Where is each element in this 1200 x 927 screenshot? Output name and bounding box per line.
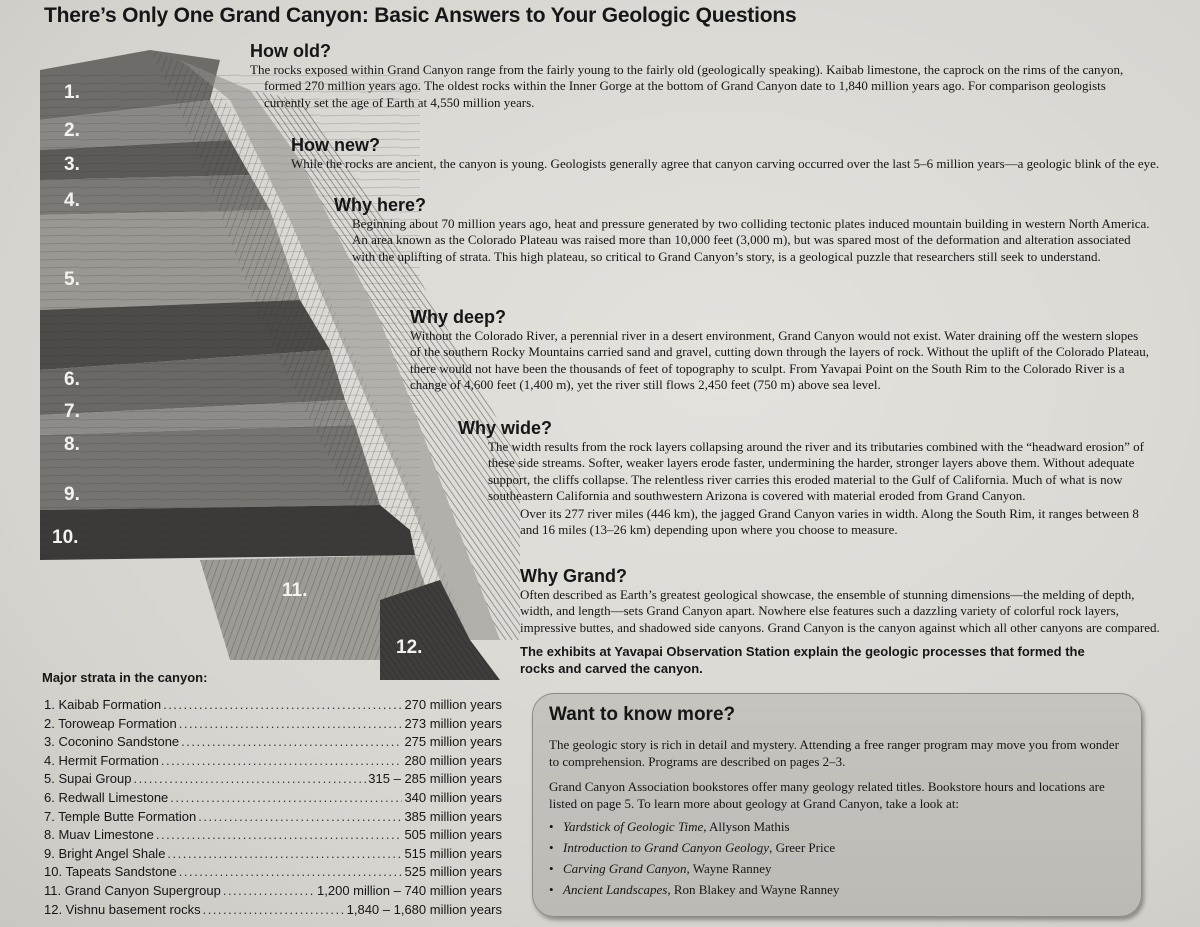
strata-row bbox=[44, 716, 502, 735]
stratum-label-10: 10. bbox=[52, 527, 79, 548]
section-how-new bbox=[291, 135, 1161, 172]
section-body-2: Over its 277 river miles (446 km), the jagged Grand Canyon varies in width. Along the South Rim, it ranges between 8 and 16 miles (13–26 km) depending upon where you choose to measure. bbox=[520, 505, 1139, 538]
section-body: Beginning about 70 million years ago, heat and pressure generated by two colliding tectonic plates induced mountain building in western North America. An area known as the Colorado Plateau was raised more than 10,000 feet (3,000 m), but was spared most of the deformation and alteration associated with the uplifting of strata. This high plateau, so critical to Grand Canyon’s story, is a geological puzzle that researchers still seek to understand. bbox=[352, 216, 1150, 264]
stratum-label-7: 7. bbox=[64, 401, 80, 422]
dot-leader bbox=[163, 697, 402, 712]
dot-leader bbox=[156, 827, 403, 842]
stratum-name: 11. Grand Canyon Supergroup bbox=[44, 882, 221, 898]
stratum-age: 270 million years bbox=[404, 697, 502, 712]
bullet-icon: • bbox=[549, 882, 554, 897]
dot-leader bbox=[133, 771, 366, 786]
stratum-age: 280 million years bbox=[404, 752, 502, 768]
book-item bbox=[549, 816, 839, 837]
book-title: Introduction to Grand Canyon Geology bbox=[563, 840, 770, 855]
stratum-age: 1,840 – 1,680 million years bbox=[346, 901, 502, 917]
stratum-age: 340 million years bbox=[404, 789, 502, 805]
strata-row bbox=[44, 809, 502, 828]
section-body: Without the Colorado River, a perennial river in a desert environment, Grand Canyon would not exist. Water draining off the western slopes of the southern Rocky Mountains carried sand and gravel, cutting down through the layers of rock. Without the uplift of the Colorado Plateau, there would not have been the thousands of feet of topography to sculpt. From Yavapai Point on the South Rim to the Colorado River is a change of 4,600 feet (1,400 m), yet the river still flows 2,450 feet (750 m) above sea level. bbox=[410, 328, 1149, 393]
stratum-age: 1,200 million – 740 million years bbox=[317, 882, 502, 898]
strata-row bbox=[44, 771, 502, 790]
box-paragraph-ranger: The geologic story is rich in detail and mystery. Attending a free ranger program may move you from wonder to comprehension. Programs are described on pages 2–3. bbox=[549, 737, 1119, 769]
dot-leader bbox=[223, 883, 315, 898]
stratum-label-11: 11. bbox=[282, 580, 308, 601]
book-author: , Greer Price bbox=[769, 840, 836, 855]
book-author: , Allyson Mathis bbox=[703, 819, 790, 834]
section-body: The rocks exposed within Grand Canyon range from the fairly young to the fairly old (geologically speaking). Kaibab limestone, the caprock on the rims of the canyon, formed 270 million years ago. The oldest rocks within the Inner Gorge at the bottom of Grand Canyon date to 1,840 million years ago. For comparison geologists currently set the age of Earth at 4,550 million years. bbox=[250, 62, 1124, 110]
stratum-age: 505 million years bbox=[404, 827, 502, 843]
book-author: , Ron Blakey and Wayne Ranney bbox=[667, 882, 840, 897]
strata-row bbox=[44, 883, 502, 902]
stratum-label-3: 3. bbox=[64, 154, 80, 175]
stratum-label-12: 12. bbox=[396, 637, 423, 658]
section-body: The width results from the rock layers collapsing around the river and its tributaries combined with the “headward erosion” of these side streams. Softer, weaker layers erode faster, undermining the harder, stronger layers above them. Without adequate support, the cliffs collapse. The relentless river carries this eroded material to the Gulf of California. Much of what is now southeastern California and southwestern Arizona is covered with material eroded from Grand Canyon. bbox=[488, 439, 1144, 504]
stratum-label-6: 6. bbox=[64, 369, 80, 390]
strata-row bbox=[44, 790, 502, 809]
stratum-age: 385 million years bbox=[404, 808, 502, 824]
strata-list-title: Major strata in the canyon: bbox=[42, 670, 208, 685]
book-list bbox=[549, 816, 839, 900]
book-title: Ancient Landscapes bbox=[563, 882, 668, 897]
stratum-name: 7. Temple Butte Formation bbox=[44, 808, 197, 824]
section-body: While the rocks are ancient, the canyon is young. Geologists generally agree that canyon carving occurred over the last 5–6 million years—a geologic blink of the eye. bbox=[291, 156, 1160, 171]
stratum-label-4: 4. bbox=[64, 190, 80, 211]
strata-list bbox=[44, 697, 502, 920]
section-heading: Why Grand? bbox=[520, 566, 627, 586]
stratum-name: 5. Supai Group bbox=[44, 771, 132, 787]
strata-row bbox=[44, 902, 502, 921]
page-title: There’s Only One Grand Canyon: Basic Answers to Your Geologic Questions bbox=[44, 4, 797, 27]
strata-row bbox=[44, 864, 502, 883]
book-item bbox=[549, 858, 839, 879]
strata-row bbox=[44, 753, 502, 772]
stratum-name: 4. Hermit Formation bbox=[44, 752, 159, 768]
book-item bbox=[549, 879, 839, 900]
stratum-name: 6. Redwall Limestone bbox=[44, 789, 169, 805]
stratum-label-9: 9. bbox=[64, 484, 80, 505]
stratum-age: 315 – 285 million years bbox=[368, 771, 502, 787]
section-body: Often described as Earth’s greatest geological showcase, the ensemble of stunning dimensions—the melding of depth, width, and length—sets Grand Canyon apart. Nowhere else features such a dazzling variety of colorful rock layers, impressive buttes, and shadowed side canyons. Grand Canyon is the canyon against which all other canyons are compared. bbox=[520, 587, 1160, 635]
bullet-icon: • bbox=[549, 819, 554, 834]
closing-statement: The exhibits at Yavapai Observation Station explain the geologic processes that formed the rocks and carved the canyon. bbox=[520, 644, 1085, 676]
strata-row bbox=[44, 827, 502, 846]
dot-leader bbox=[161, 753, 403, 768]
stratum-label-1: 1. bbox=[64, 82, 80, 103]
section-why-deep bbox=[410, 307, 1150, 394]
dot-leader bbox=[181, 734, 402, 749]
stratum-age: 525 million years bbox=[404, 864, 502, 880]
dot-leader bbox=[179, 716, 403, 731]
dot-leader bbox=[203, 902, 345, 917]
want-to-know-more-box bbox=[532, 693, 1142, 917]
stratum-name: 1. Kaibab Formation bbox=[44, 697, 162, 712]
strata-row bbox=[44, 846, 502, 865]
book-item bbox=[549, 837, 839, 858]
stratum-label-5: 5. bbox=[64, 269, 80, 290]
section-heading: How new? bbox=[291, 135, 380, 155]
stratum-name: 8. Muav Limestone bbox=[44, 827, 154, 843]
strata-row bbox=[44, 697, 502, 716]
box-heading: Want to know more? bbox=[549, 704, 736, 725]
dot-leader bbox=[167, 846, 402, 861]
section-why-grand bbox=[520, 566, 1160, 636]
section-heading: Why deep? bbox=[410, 307, 507, 327]
stratum-age: 515 million years bbox=[404, 845, 502, 861]
section-how-old bbox=[250, 41, 1150, 111]
section-heading: How old? bbox=[250, 41, 331, 61]
section-why-wide bbox=[458, 418, 1158, 538]
stratum-age: 275 million years bbox=[404, 734, 502, 750]
stratum-age: 273 million years bbox=[404, 715, 502, 731]
stratum-name: 2. Toroweap Formation bbox=[44, 715, 177, 731]
book-title: Yardstick of Geologic Time bbox=[563, 819, 704, 834]
stratum-name: 9. Bright Angel Shale bbox=[44, 845, 166, 861]
dot-leader bbox=[170, 790, 402, 805]
book-title: Carving Grand Canyon bbox=[563, 861, 687, 876]
dot-leader bbox=[198, 809, 402, 824]
book-author: , Wayne Ranney bbox=[686, 861, 772, 876]
strata-row bbox=[44, 734, 502, 753]
stratum-name: 12. Vishnu basement rocks bbox=[44, 901, 201, 917]
bullet-icon: • bbox=[549, 861, 554, 876]
dot-leader bbox=[179, 864, 403, 879]
stratum-name: 3. Coconino Sandstone bbox=[44, 734, 180, 750]
stratum-label-2: 2. bbox=[64, 120, 80, 141]
stratum-name: 10. Tapeats Sandstone bbox=[44, 864, 177, 880]
box-paragraph-bookstores: Grand Canyon Association bookstores offer many geology related titles. Bookstore hours and locations are listed on page 5. To learn more about geology at Grand Canyon, take a look at: bbox=[549, 779, 1105, 811]
stratum-label-8: 8. bbox=[64, 434, 80, 455]
section-heading: Why here? bbox=[334, 195, 427, 215]
section-why-here bbox=[334, 195, 1154, 265]
bullet-icon: • bbox=[549, 840, 554, 855]
section-heading: Why wide? bbox=[458, 418, 552, 438]
